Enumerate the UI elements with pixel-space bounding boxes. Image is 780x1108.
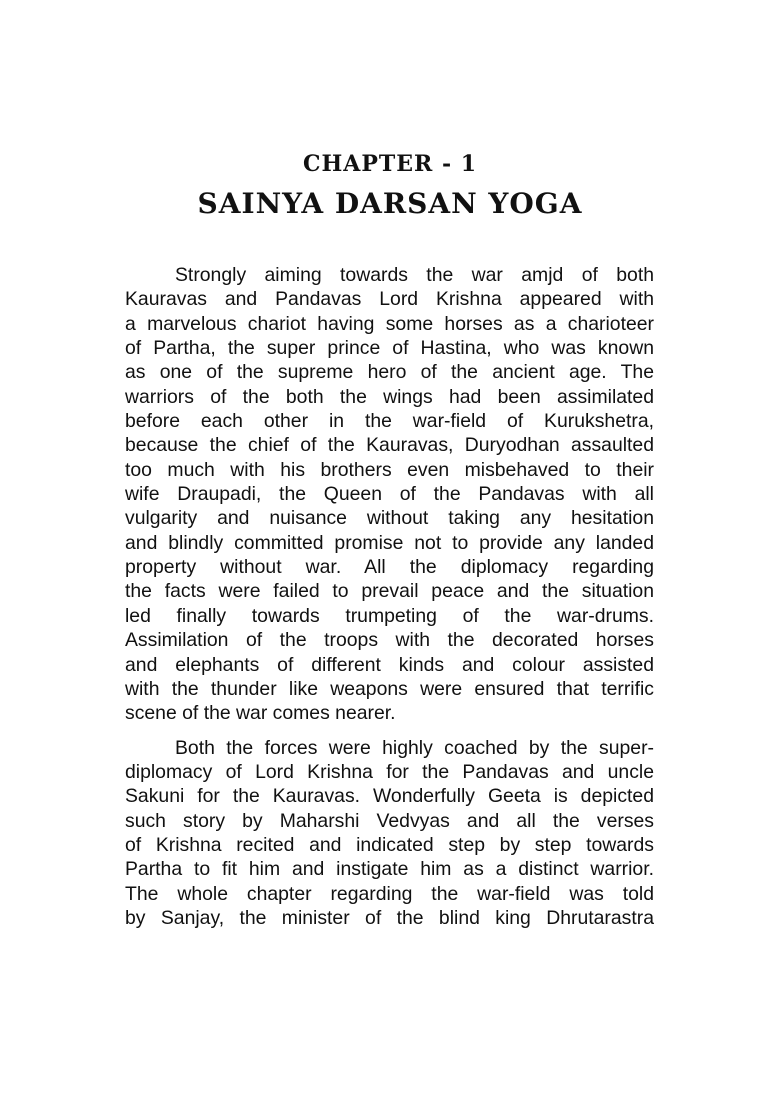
- text-line: because the chief of the Kauravas, Duryodhan assaulted: [125, 434, 654, 457]
- text-line: and blindly committed promise not to provide any landed: [125, 531, 654, 554]
- text-line: of Partha, the super prince of Hastina, who was known: [125, 337, 654, 360]
- chapter-number: CHAPTER - 1: [302, 151, 478, 177]
- text-line: diplomacy of Lord Krishna for the Pandavas and uncle: [125, 760, 654, 783]
- text-line: such story by Maharshi Vedvyas and all the verses: [125, 809, 654, 832]
- text-line: Sakuni for the Kauravas. Wonderfully Geeta is depicted: [125, 785, 654, 808]
- text-line: Strongly aiming towards the war amjd of both: [175, 264, 654, 286]
- text-line: too much with his brothers even misbehaved to their: [125, 458, 654, 481]
- text-line: with the thunder like weapons were ensured that terrific: [125, 677, 654, 700]
- text-line: of Krishna recited and indicated step by step towards: [125, 833, 654, 856]
- text-line: warriors of the both the wings had been assimilated: [125, 385, 654, 408]
- chapter-body: [125, 263, 654, 930]
- text-line: scene of the war comes nearer.: [125, 702, 396, 725]
- text-line: by Sanjay, the minister of the blind king Dhrutarastra: [125, 906, 654, 929]
- text-line: before each other in the war-field of Kurukshetra,: [125, 410, 654, 433]
- chapter-title: SAINYA DARSAN YOGA: [197, 187, 583, 220]
- text-line: The whole chapter regarding the war-field was told: [125, 882, 654, 905]
- paragraph-spacer: [125, 726, 654, 736]
- text-line: led finally towards trumpeting of the war-drums.: [125, 604, 654, 627]
- text-line: the facts were failed to prevail peace and the situation: [125, 580, 654, 603]
- paragraph-2: [125, 736, 654, 931]
- text-line: as one of the supreme hero of the ancient age. The: [125, 361, 654, 384]
- text-line: and elephants of different kinds and colour assisted: [125, 653, 654, 676]
- paragraph-1: [125, 263, 654, 726]
- text-line: Kauravas and Pandavas Lord Krishna appeared with: [125, 288, 654, 311]
- text-line: vulgarity and nuisance without taking any hesitation: [125, 507, 654, 530]
- text-line: Assimilation of the troops with the decorated horses: [125, 629, 654, 652]
- text-line: Partha to fit him and instigate him as a distinct warrior.: [125, 858, 654, 881]
- text-line: Both the forces were highly coached by the super-: [175, 736, 654, 759]
- text-line: wife Draupadi, the Queen of the Pandavas with all: [125, 483, 654, 506]
- text-line: property without war. All the diplomacy regarding: [125, 556, 654, 579]
- text-line: a marvelous chariot having some horses as a charioteer: [125, 312, 654, 335]
